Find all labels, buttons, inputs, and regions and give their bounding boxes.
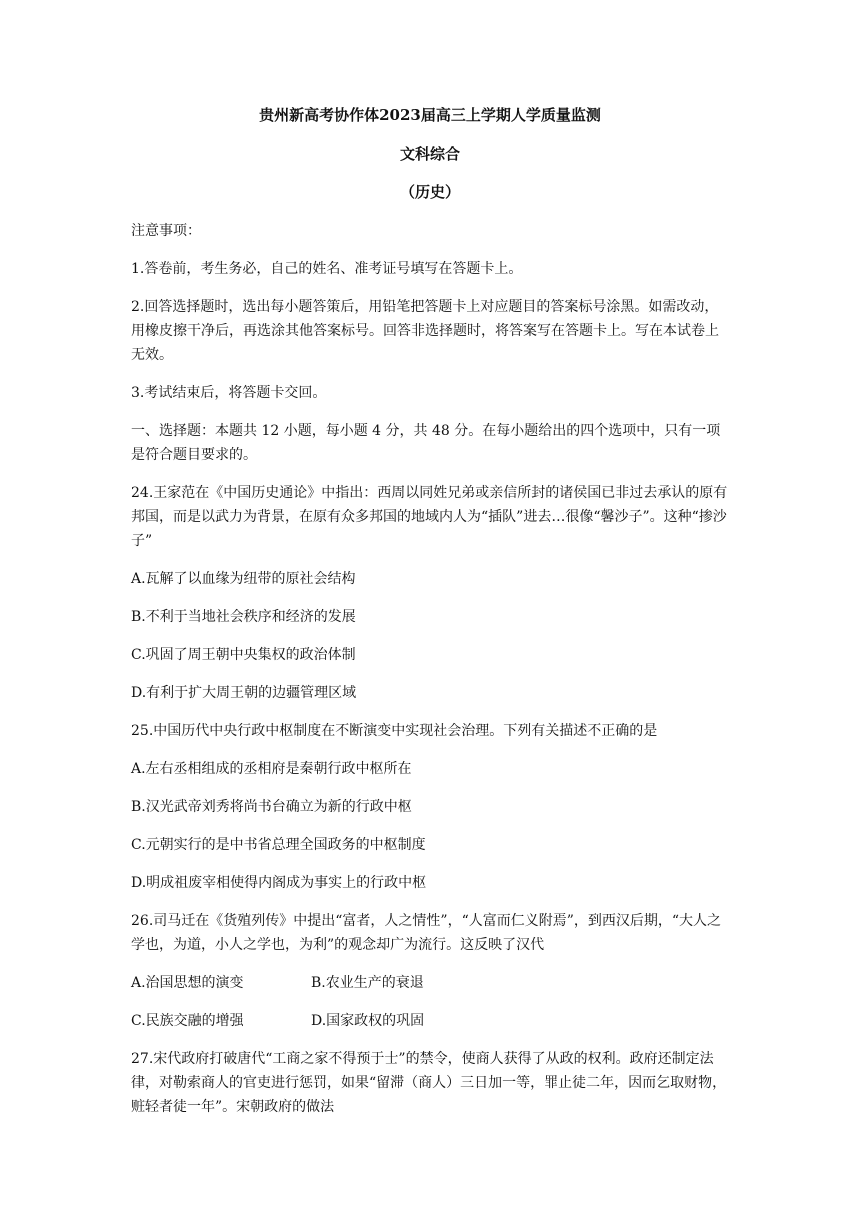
question-25-option-a: A.左右丞相组成的丞相府是秦朝行政中枢所在 xyxy=(131,761,412,777)
question-26-option-d: D.国家政权的巩固 xyxy=(311,1013,425,1029)
question-25-option-b: B.汉光武帝刘秀将尚书台确立为新的行政中枢 xyxy=(131,799,412,815)
exam-content xyxy=(131,219,731,1133)
question-26-options-row-1 xyxy=(131,971,731,995)
question-24-option-b: B.不利于当地社会秩序和经济的发展 xyxy=(131,609,356,625)
question-26-option-c: C.民族交融的增强 xyxy=(131,1013,244,1029)
question-24-stem: 24.王家范在《中国历史通论》中指出：西周以同姓兄弟或亲信所封的诸侯国已非过去承认的原有邦国，而是以武力为背景，在原有众多邦国的地域内人为“插队”进去…很像“馨沙子”。这种“掺沙子” xyxy=(131,485,728,549)
exam-subtitle: 文科综合 xyxy=(399,145,460,163)
notice-item-2: 2.回答选择题时，选出每小题答策后，用铅笔把答题卡上对应题目的答案标号涂黑。如需改动，用橡皮擦干净后，再选涂其他答案标号。回答非选择题时，将答案写在答题卡上。写在本试卷上无效。 xyxy=(131,299,719,363)
question-25-option-c: C.元朝实行的是中书省总理全国政务的中枢制度 xyxy=(131,837,426,853)
notice-heading: 注意事项： xyxy=(131,223,201,239)
question-24-option-c: C.巩固了周王朝中央集权的政治体制 xyxy=(131,647,356,663)
notice-item-3: 3.考试结束后，将答题卡交回。 xyxy=(131,385,327,401)
question-24-option-a: A.瓦解了以血缘为纽带的原社会结构 xyxy=(131,571,356,587)
question-26-option-a: A.治国思想的演变 xyxy=(131,975,244,991)
question-25-stem: 25.中国历代中央行政中枢制度在不断演变中实现社会治理。下列有关描述不正确的是 xyxy=(131,723,658,739)
question-24-option-d: D.有利于扩大周王朝的边疆管理区域 xyxy=(131,685,357,701)
question-26-stem: 26.司马迁在《货殖列传》中提出“富者，人之情性”，“人富而仁义附焉”，到西汉后期，“大人之学也，为道，小人之学也，为利”的观念却广为流行。这反映了汉代 xyxy=(131,913,722,953)
question-26-option-b: B.农业生产的衰退 xyxy=(311,975,424,991)
notice-item-1: 1.答卷前，考生务必，自己的姓名、准考证号填写在答题卡上。 xyxy=(131,261,523,277)
question-27-stem: 27.宋代政府打破唐代“工商之家不得预于士”的禁令，使商人获得了从政的权利。政府还制定法律，对勒索商人的官吏进行惩罚，如果“留滞（商人）三日加一等，罪止徒二年，因而乞取财物，赃轻者徒一年”。宋朝政府的做法 xyxy=(131,1051,727,1115)
exam-title: 贵州新高考协作体2023届高三上学期人学质量监测 xyxy=(259,106,601,124)
question-26-options-row-2 xyxy=(131,1009,731,1033)
section-instructions: 一、选择题：本题共 12 小题，每小题 4 分，共 48 分。在每小题给出的四个选项中，只有一项是符合题目要求的。 xyxy=(131,423,721,463)
question-25-option-d: D.明成祖废宰相使得内阁成为事实上的行政中枢 xyxy=(131,875,427,891)
exam-section: （历史） xyxy=(399,183,460,201)
